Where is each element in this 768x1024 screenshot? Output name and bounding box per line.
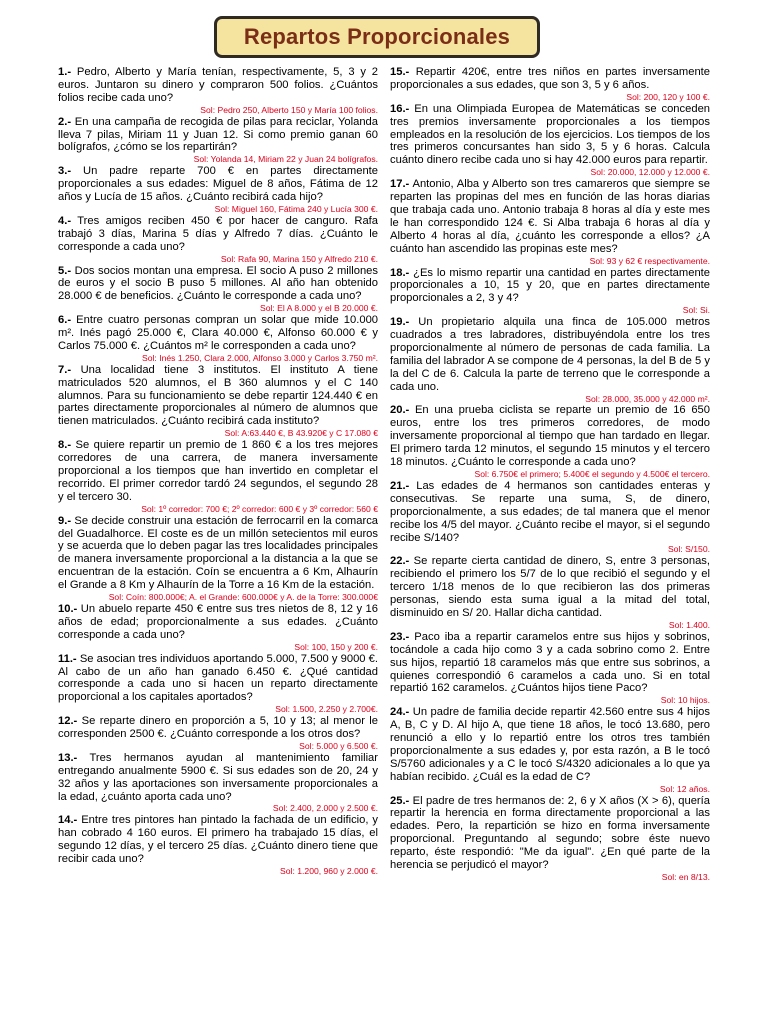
problem-solution: Sol: A:63.440 €, B 43.920€ y C 17.080 € <box>224 428 378 439</box>
problem-solution: Sol: El A 8.000 y el B 20.000 €. <box>259 303 378 314</box>
problem-solution: Sol: en 8/13. <box>661 872 710 882</box>
problem-solution: Sol: Yolanda 14, Miriam 22 y Juan 24 bolígrafos. <box>193 154 378 165</box>
problem-number: 18.- <box>390 266 410 279</box>
right-column <box>390 66 710 883</box>
problem-number: 10.- <box>58 602 78 615</box>
problem-statement <box>58 165 378 204</box>
problem-solution: Sol: S/150. <box>667 544 710 555</box>
problem-number: 13.- <box>58 751 78 764</box>
problem-text: Se quiere repartir un premio de 1 860 € a los tres mejores corredores de una carrera, de manera inversamente proporcional a los tiempos que han invertido en completar el recorrido. El primer corredor tardó 24 segundos, el segundo 28 y el tercero 30. <box>58 439 378 503</box>
problem-number: 15.- <box>390 66 410 78</box>
problem-number: 20.- <box>390 404 410 417</box>
problem-solution: Sol: 1.500, 2.250 y 2.700€. <box>275 704 378 715</box>
problem-number: 14.- <box>58 814 78 827</box>
problem-solution: Sol: 10 hijos. <box>660 695 710 706</box>
problem-number: 1.- <box>58 66 72 78</box>
problem-statement <box>58 215 378 254</box>
problem-solution: Sol: Pedro 250, Alberto 150 y María 100 folios. <box>200 104 378 115</box>
problem-number: 21.- <box>390 479 410 492</box>
problem-text: Se reparte cierta cantidad de dinero, S, entre 3 personas, recibiendo el primero los 5/7 de lo que recibió el segundo y el tercero 1/18 menos de lo que recibieron las dos primeras personas, siendo esta suma igual a la mitad del total, disminuido en S/ 20. Hallar dicha cantidad. <box>390 555 710 619</box>
problem-number: 11.- <box>58 652 77 665</box>
problem-statement <box>390 795 710 872</box>
problem-text: Entre tres pintores han pintado la fachada de un edificio, y han cobrado 4 160 euros. El primero ha trabajado 15 días, el segundo 12 días, y el tercero 25 días. ¿Cuánto dinero tiene que recibir cada uno? <box>58 814 379 866</box>
problem-solution: Sol: 6.750€ el primero; 5.400€ el segundo y 4.500€ el tercero. <box>474 469 710 479</box>
problem-solution: Sol: 5.000 y 6.500 €. <box>299 740 378 751</box>
problem-statement <box>390 66 710 92</box>
problem-statement <box>58 66 378 105</box>
problem-text: Una localidad tiene 3 institutos. El instituto A tiene matriculados 520 alumnos, el B 360 alumnos y el C 140 alumnos. Para su funcionamiento se debe repartir 124.440 € en partes directamente proporcionales al número de alumnos que tienen matriculados. ¿Cuánto recibirá cada instituto? <box>58 363 379 428</box>
problem-text: Pedro, Alberto y María tenían, respectivamente, 5, 3 y 2 euros. Juntaron su dinero y compraron 500 folios. ¿Cuántos folios recibe cada uno? <box>58 66 379 104</box>
problem-solution: Sol: Inés 1.250, Clara 2.000, Alfonso 3.000 y Carlos 3.750 m². <box>142 352 378 363</box>
problem-text: Se asocian tres individuos aportando 5.000, 7.500 y 9000 €. Al cabo de un año han ganado 6.450 €. ¿Qué cantidad corresponde a cada uno si hacen un reparto directamente proporcional a los capitales aportados? <box>58 652 379 704</box>
problem-solution: Sol: 93 y 62 € respectivamente. <box>589 255 710 266</box>
problem-text: El padre de tres hermanos de: 2, 6 y X años (X > 6), quería repartir la herencia en forma directamente proporcional a las edades. Pero, la repartición se hizo en forma inversamente proporcional. Preguntando al segundo; sobre éste nuevo reparto, éste respondió: "Me da igual". ¿En qué parte de la herencia se perjudicó el mayor? <box>390 794 710 872</box>
problem-number: 25.- <box>390 794 410 807</box>
problem-solution: Sol: Coín: 800.000€; A. el Grande: 600.000€ y A. de la Torre: 300.000€ <box>108 592 378 603</box>
problem-number: 24.- <box>390 706 410 719</box>
problem-text: Entre cuatro personas compran un solar que mide 10.000 m². Inés pagó 25.000 €, Clara 40.000 €, Alfonso 60.000 € y Carlos 75.000 €. ¿Cuántos m² le corresponden a cada uno? <box>58 314 379 352</box>
page-title-banner <box>214 16 540 58</box>
problem-statement <box>58 715 378 741</box>
problem-statement <box>58 265 378 304</box>
problem-solution: Sol: 1º corredor: 700 €; 2º corredor: 600 € y 3º corredor: 560 € <box>141 503 378 514</box>
problem-solution: Sol: Miguel 160, Fátima 240 y Lucía 300 €. <box>214 203 378 214</box>
problem-number: 12.- <box>58 715 78 728</box>
problem-statement <box>58 364 378 429</box>
problem-text: Un padre reparte 700 € en partes directamente proporcionales a sus edades: Miguel de 8 años, Fátima de 12 años y Lucía de 15 años. ¿Cuánto recibirá cada hijo? <box>58 165 378 204</box>
problem-solution: Sol: 1.400. <box>668 619 710 630</box>
problem-statement <box>390 706 710 783</box>
problem-text: ¿Es lo mismo repartir una cantidad en partes directamente proporcionales a 10, 15 y 20, que en partes directamente proporcionales a 2, 3 y 4? <box>390 266 710 305</box>
problem-solution: Sol: 20.000, 12.000 y 12.000 €. <box>590 167 710 178</box>
problem-number: 7.- <box>58 363 72 376</box>
problem-statement <box>390 404 710 469</box>
problem-number: 16.- <box>390 102 410 115</box>
left-column <box>58 66 378 877</box>
problem-solution: Sol: 1.200, 960 y 2.000 €. <box>280 866 378 876</box>
problem-text: Tres amigos reciben 450 € por hacer de canguro. Rafa trabajó 3 días, Marina 5 días y Alfredo 7 días. ¿Cuánto le corresponde a cada uno? <box>58 214 379 253</box>
problem-text: Dos socios montan una empresa. El socio A puso 2 millones de euros y el socio B puso 5 millones. Al año han obtenido 28.000 € de beneficios. ¿Cuánto le corresponde a cada uno? <box>58 264 378 303</box>
problem-statement <box>390 178 710 255</box>
problem-statement <box>58 653 378 705</box>
problem-text: Se decide construir una estación de ferrocarril en la comarca del Guadalhorce. El coste es de un millón setecientos mil euros y se acuerda que lo deben pagar las tres localidades principales de manera inversamente proporcional a la distancia a la que se encuentran de la estación. Coín se encuentra a 6 Km, Alhaurín el Grande a 8 Km y Alhaurín de la Torre a 16 Km de la estación. <box>58 514 379 592</box>
problem-statement <box>58 116 378 155</box>
problem-text: En una Olimpiada Europea de Matemáticas se conceden tres premios inversamente proporcionales a los tiempos empleados en la resolución de los ejercicios. Los tiempos de los tres primeros concursantes han sido 3, 5 y 6 horas. Calcula cuánto dinero recibe cada uno si hay 42.000 euros para repartir. <box>390 102 711 167</box>
problem-number: 17.- <box>390 178 410 191</box>
problem-statement <box>58 314 378 353</box>
problem-text: En una prueba ciclista se reparte un premio de 16 650 euros, entre los tres primeros corredores, de modo inversamente proporcional al tiempo que han tardado en llegar. El primero tarda 12 minutos, el segundo 15 minutos y el tercero 18 minutos. ¿Cuánto le corresponde a cada uno? <box>390 404 710 469</box>
problem-solution: Sol: 28.000, 35.000 y 42.000 m². <box>585 393 710 404</box>
problem-number: 2.- <box>58 115 72 128</box>
problem-text: Un abuelo reparte 450 € entre sus tres nietos de 8, 12 y 16 años de edad; proporcionalmente a sus edades. ¿Cuánto corresponde a cada uno? <box>58 602 379 641</box>
problem-number: 23.- <box>390 630 410 643</box>
problem-solution: Sol: 12 años. <box>659 783 710 794</box>
problem-statement <box>390 316 710 393</box>
problem-statement <box>58 603 378 642</box>
problem-statement <box>58 439 378 504</box>
problem-statement <box>58 814 378 866</box>
problem-number: 19.- <box>390 316 410 329</box>
problem-solution: Sol: 2.400, 2.000 y 2.500 €. <box>272 803 378 814</box>
problem-statement <box>58 515 378 592</box>
problem-text: Se reparte dinero en proporción a 5, 10 y 13; al menor le corresponden 2500 €. ¿Cuánto corresponde a los otros dos? <box>58 715 379 741</box>
problem-solution: Sol: Rafa 90, Marina 150 y Alfredo 210 €. <box>220 253 378 264</box>
problem-number: 5.- <box>58 264 72 277</box>
problem-solution: Sol: Si. <box>682 305 710 316</box>
problem-statement <box>390 103 710 168</box>
problem-number: 6.- <box>58 314 72 327</box>
problem-text: Las edades de 4 hermanos son cantidades enteras y consecutivas. Se reparte una suma, S, de dinero, proporcionalmente, a sus edades; de tal manera que el menor recibe los 4/5 del mayor. ¿Cuánto recibe el mayor, si el segundo recibe S/140? <box>390 479 710 544</box>
problem-number: 4.- <box>58 214 72 227</box>
problem-statement <box>58 752 378 804</box>
problem-text: Repartir 420€, entre tres niños en partes inversamente proporcionales a sus edades, que son 3, 5 y 6 años. <box>390 66 710 91</box>
problem-statement <box>390 480 710 545</box>
problem-number: 3.- <box>58 165 72 178</box>
problem-number: 9.- <box>58 514 72 527</box>
problem-number: 22.- <box>390 555 410 568</box>
problem-text: Un propietario alquila una finca de 105.000 metros cuadrados a tres labradores, distribuyéndola entre los tres proporcionalmente al número de personas de cada familia. La familia del labrador A se compone de 4 personas, la del B de 5 y la del C de 6. Calcula la parte de terreno que le corresponde a cada uno. <box>390 316 711 393</box>
problem-statement <box>390 555 710 620</box>
problem-text: Antonio, Alba y Alberto son tres camareros que siempre se reparten las propinas del mes en función de las horas diarias que trabaja cada uno. Antonio trabaja 8 horas al día y este mes le han correspondido 124 €. Si Alba trabaja 6 horas al día y Alberto 4 horas al día, ¿cuánto les corresponde a ellos? ¿A cuánto han ascendido las propinas este mes? <box>390 178 710 255</box>
problem-text: En una campaña de recogida de pilas para reciclar, Yolanda lleva 7 pilas, Miriam 11 y Juan 12. Si como premio ganan 60 bolígrafos, ¿cómo se los repartirán? <box>58 115 379 154</box>
problem-solution: Sol: 200, 120 y 100 €. <box>626 91 710 102</box>
problem-statement <box>390 631 710 696</box>
problem-text: Un padre de familia decide repartir 42.560 entre sus 4 hijos A, B, C y D. Al hijo A, que tiene 18 años, le tocó 13.680, pero renunció a ello y lo repartió entre los otros tres también proporcionalmente a sus edades y, por esta razón, a B le tocó S/5760 adicionales y a C le tocó S/4320 adicionales a lo que ya habían recibido. ¿Cuál es la edad de C? <box>390 706 711 783</box>
page-title: Repartos Proporcionales <box>243 24 511 49</box>
problem-solution: Sol: 100, 150 y 200 €. <box>294 641 378 652</box>
problem-number: 8.- <box>58 439 72 452</box>
problem-text: Tres hermanos ayudan al mantenimiento familiar entregando anualmente 5900 €. Si sus edades son de 20, 24 y 32 años y las aportaciones son inversamente proporcionales a la edad, ¿cuánto aporta cada uno? <box>58 751 379 803</box>
problem-statement <box>390 267 710 306</box>
problem-text: Paco iba a repartir caramelos entre sus hijos y sobrinos, tocándole a cada hijo como 3 y a cada sobrino como 2. Entre sus hijos, repartió 18 caramelos más que entre sus sobrinos, a quienes correspondió 6 caramelos a cada uno. Si en total repartió 162 caramelos. ¿Cuántos hijos tiene Paco? <box>390 630 710 695</box>
